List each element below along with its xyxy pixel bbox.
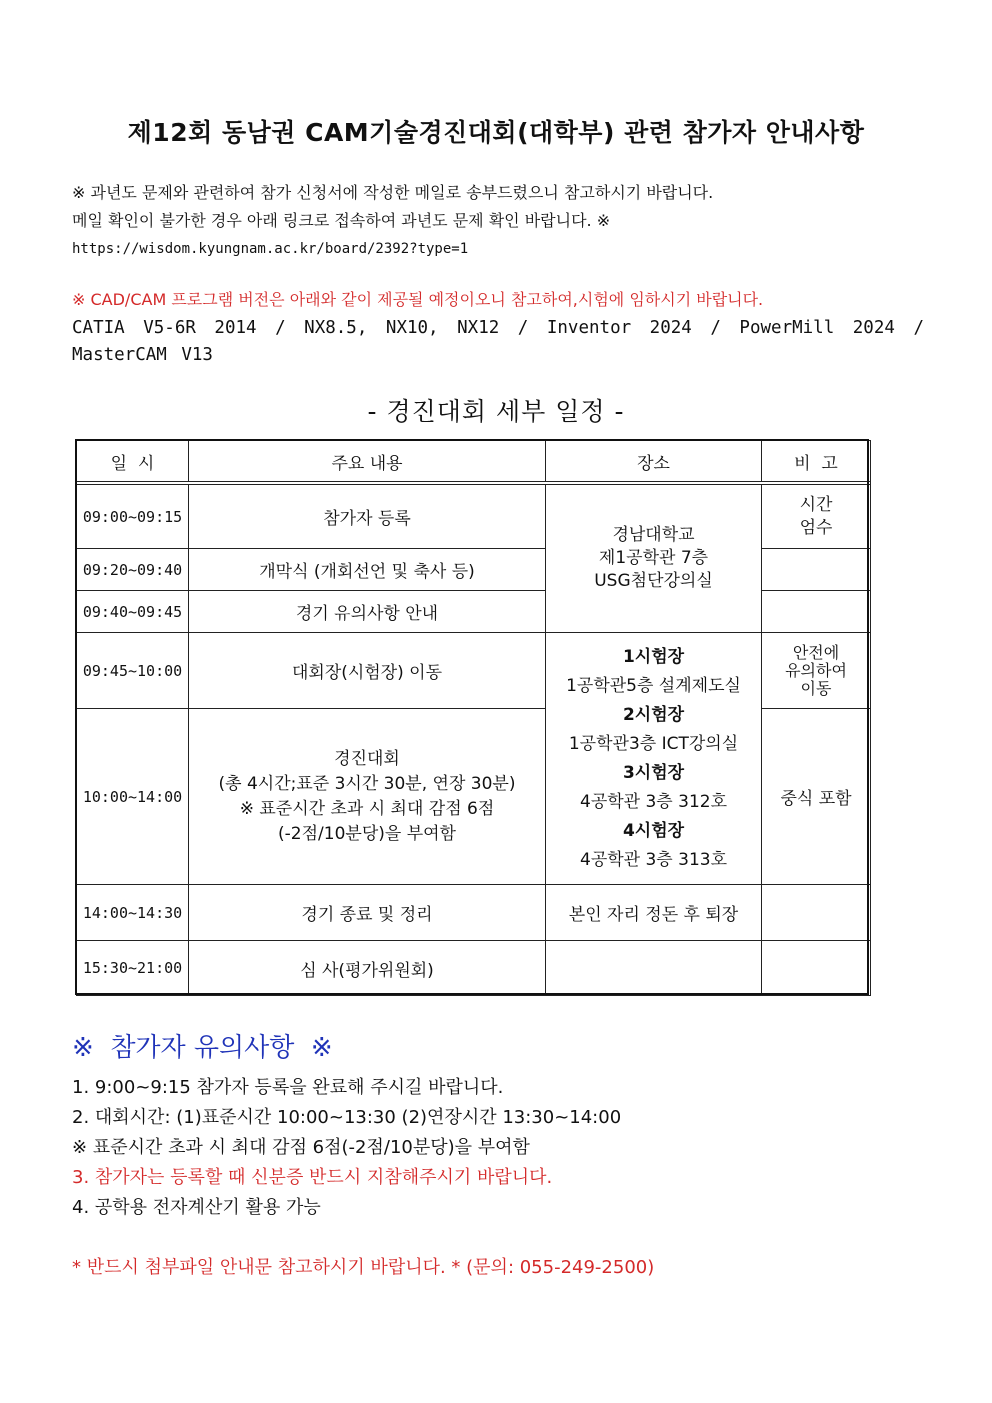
row-content: 경기 유의사항 안내: [189, 591, 546, 633]
exam-room-title: 3시험장: [622, 762, 685, 783]
schedule-table: [76, 440, 871, 996]
row-content: 심 사(평가위원회): [189, 941, 546, 996]
venue-main: [546, 485, 762, 633]
row-note: 안전에 유의하여 이동: [762, 633, 871, 709]
header-venue: 장소: [546, 441, 762, 482]
intro-line-2: 메일 확인이 불가한 경우 아래 링크로 접속하여 과년도 문제 확인 바랍니다. ※: [72, 211, 611, 230]
row-time: 10:00~14:00: [77, 709, 189, 885]
row-note: [762, 549, 871, 591]
schedule-title: - 경진대회 세부 일정 -: [367, 397, 625, 426]
note-item: 4. 공학용 전자계산기 활용 가능: [72, 1197, 321, 1218]
header-time: 일 시: [77, 441, 189, 482]
note-item-id-required: 3. 참가자는 등록할 때 신분증 반드시 지참해주시기 바랍니다.: [72, 1167, 553, 1188]
note-item: 2. 대회시간: (1)표준시간 10:00~13:30 (2)연장시간 13:30~14:00: [72, 1107, 622, 1128]
content-line: (-2점/10분당)을 부여함: [278, 823, 456, 844]
past-exam-link[interactable]: https://wisdom.kyungnam.ac.kr/board/2392?type=1: [72, 241, 469, 257]
notes-heading: ※ 참가자 유의사항 ※: [72, 1033, 333, 1063]
venue-line: 경남대학교: [612, 525, 695, 545]
exam-room-place: 1공학관3층 ICT강의실: [568, 733, 739, 754]
row-time: 09:20~09:40: [77, 549, 189, 591]
row-time: 09:00~09:15: [77, 485, 189, 549]
exam-room-place: 1공학관5층 설계제도실: [566, 675, 741, 696]
header-content: 주요 내용: [189, 441, 546, 482]
row-note: [762, 885, 871, 941]
row-time: 15:30~21:00: [77, 941, 189, 996]
content-line: 경진대회: [334, 748, 400, 769]
intro-line-1: ※ 과년도 문제와 관련하여 참가 신청서에 작성한 메일로 송부드렸으니 참고하시기 바랍니다.: [72, 183, 714, 202]
row-note: 시간 엄수: [762, 485, 871, 549]
content-line: (총 4시간;표준 3시간 30분, 연장 30분): [218, 773, 516, 794]
row-note: 중식 포함: [762, 709, 871, 885]
row-time: 09:40~09:45: [77, 591, 189, 633]
note-item: ※ 표준시간 초과 시 최대 감점 6점(-2점/10분당)을 부여함: [72, 1137, 530, 1158]
row-content: 참가자 등록: [189, 485, 546, 549]
table-header-row: [77, 441, 871, 482]
row-content: 대회장(시험장) 이동: [189, 633, 546, 709]
exam-room-title: 1시험장: [622, 646, 685, 667]
header-note: 비 고: [762, 441, 871, 482]
venue-line: USG첨단강의실: [594, 571, 713, 591]
table-row: [77, 941, 871, 996]
venue-line: 제1공학관 7층: [598, 548, 709, 568]
table-row: [77, 633, 871, 709]
row-content: [189, 709, 546, 885]
exam-room-place: 4공학관 3층 312호: [580, 791, 727, 812]
content-line: ※ 표준시간 초과 시 최대 감점 6점: [239, 798, 495, 819]
program-version-notice: ※ CAD/CAM 프로그램 버전은 아래와 같이 제공될 예정이오니 참고하여,시험에 임하시기 바랍니다.: [72, 290, 764, 309]
row-note: [762, 591, 871, 633]
row-content: 개막식 (개회선언 및 축사 등): [189, 549, 546, 591]
row-time: 14:00~14:30: [77, 885, 189, 941]
exam-room-title: 2시험장: [622, 704, 685, 725]
row-content: 경기 종료 및 정리: [189, 885, 546, 941]
footer-notice: * 반드시 첨부파일 안내문 참고하시기 바랍니다. * (문의: 055-249-2500): [72, 1257, 655, 1278]
note-item: 1. 9:00~9:15 참가자 등록을 완료해 주시길 바랍니다.: [72, 1077, 504, 1098]
table-row: [77, 885, 871, 941]
row-note: [762, 941, 871, 996]
program-version-list: CATIA V5-6R 2014 / NX8.5, NX10, NX12 / Inventor 2024 / PowerMill 2024 / MasterCAM V13: [72, 318, 924, 365]
exam-room-place: 4공학관 3층 313호: [580, 849, 727, 870]
exam-rooms: [546, 633, 762, 885]
document-title: 제12회 동남권 CAM기술경진대회(대학부) 관련 참가자 안내사항: [127, 118, 865, 147]
row-venue: 본인 자리 정돈 후 퇴장: [546, 885, 762, 941]
table-row: [77, 485, 871, 549]
row-time: 09:45~10:00: [77, 633, 189, 709]
exam-room-title: 4시험장: [622, 820, 685, 841]
row-venue: [546, 941, 762, 996]
